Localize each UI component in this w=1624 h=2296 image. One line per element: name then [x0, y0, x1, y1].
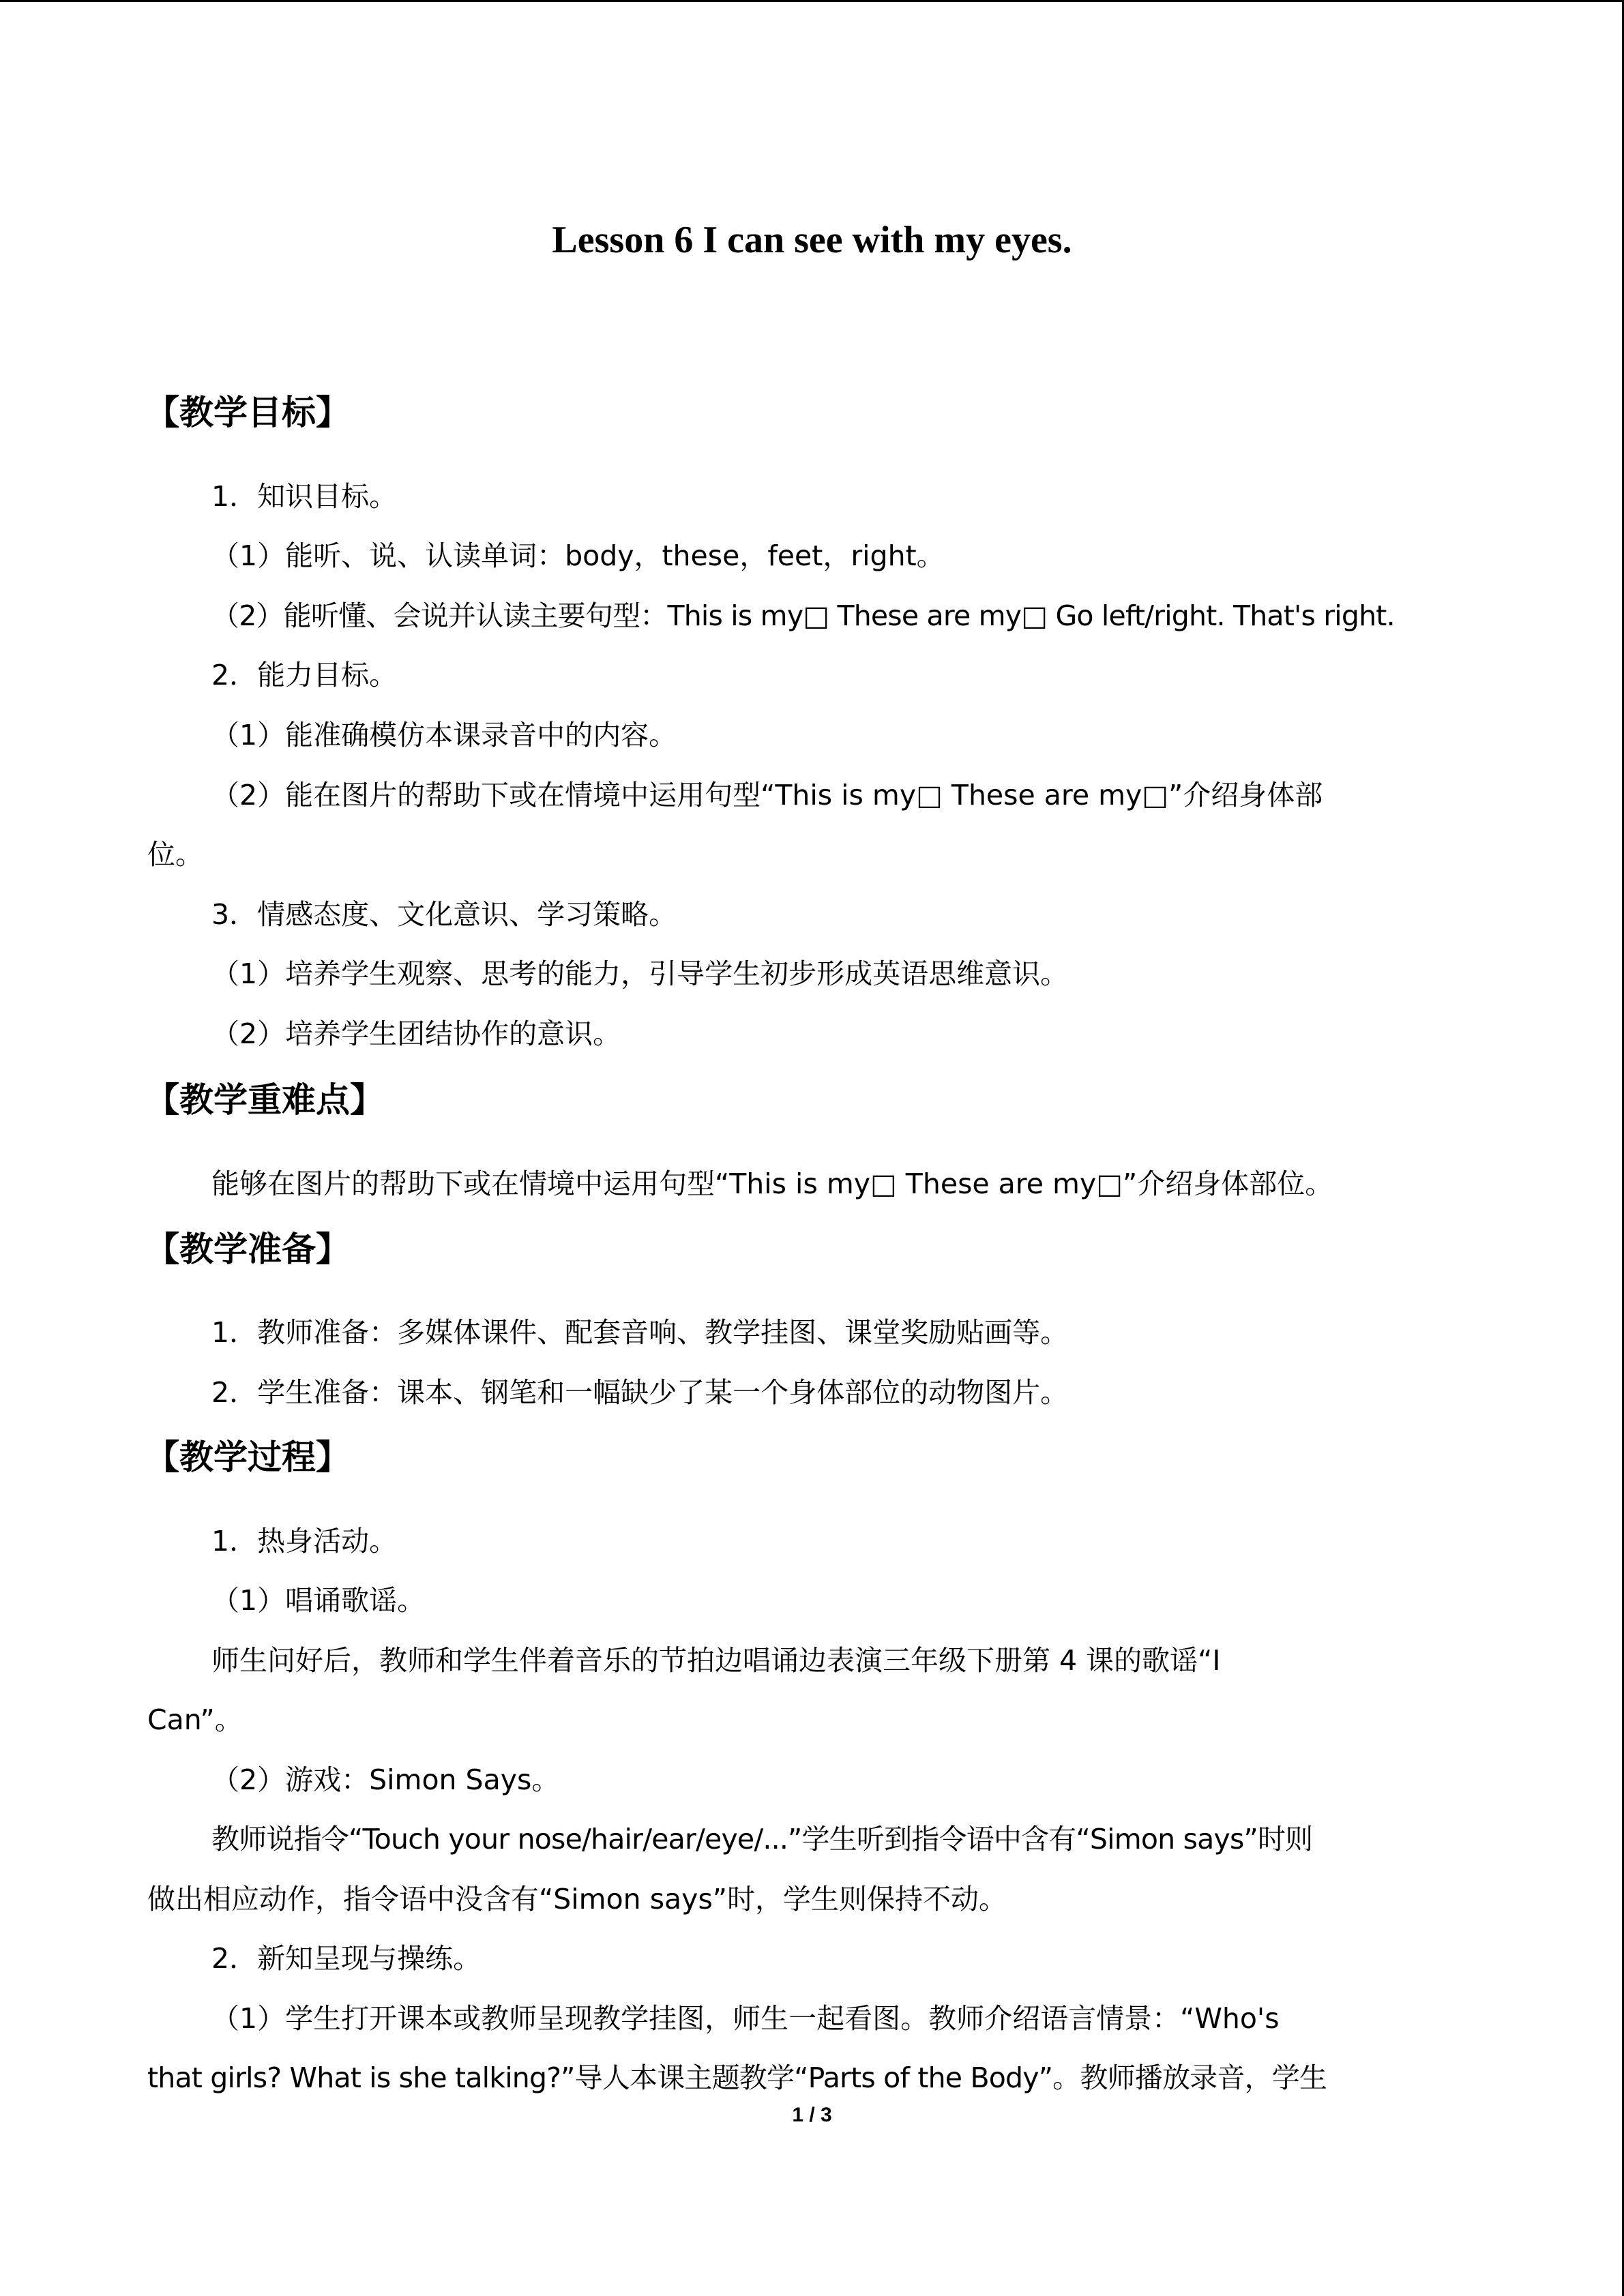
process-line-8: 2．新知呈现与操练。 — [211, 1942, 482, 1975]
lesson-title: Lesson 6 I can see with my eyes. — [552, 219, 1072, 261]
process-line-4: Can”。 — [147, 1703, 243, 1736]
process-line-6: 教师说指令“Touch your nose/hair/ear/eye/...”学生听到指令语中含有“Simon says”时则 — [211, 1823, 1313, 1855]
key-point-line-1: 能够在图片的帮助下或在情境中运用句型“This is my□ These are my□”介绍身体部位。 — [211, 1167, 1333, 1200]
heading-preparation: 【教学准备】 — [145, 1229, 350, 1269]
heading-key-points: 【教学重难点】 — [145, 1080, 384, 1120]
process-line-7: 做出相应动作，指令语中没含有“Simon says”时，学生则保持不动。 — [147, 1883, 1007, 1915]
preparation-line-1: 1．教师准备：多媒体课件、配套音响、教学挂图、课堂奖励贴画等。 — [211, 1316, 1069, 1349]
process-line-9: （1）学生打开课本或教师呈现教学挂图，师生一起看图。教师介绍语言情景：“Who's — [211, 2002, 1280, 2035]
process-line-5: （2）游戏：Simon Says。 — [211, 1763, 560, 1796]
objective-line-8: 3．情感态度、文化意识、学习策略。 — [211, 898, 677, 931]
objective-line-1: 1．知识目标。 — [211, 480, 398, 513]
objective-line-6: （2）能在图片的帮助下或在情境中运用句型“This is my□ These are my□”介绍身体部 — [211, 779, 1323, 811]
objective-line-4: 2．能力目标。 — [211, 659, 398, 691]
objective-line-10: （2）培养学生团结协作的意识。 — [211, 1017, 621, 1050]
objective-line-9: （1）培养学生观察、思考的能力，引导学生初步形成英语思维意识。 — [211, 957, 1069, 990]
page-number: 1 / 3 — [792, 2104, 832, 2126]
page-top-border — [0, 0, 1624, 2]
objective-line-2: （1）能听、说、认读单词：body，these，feet，right。 — [211, 539, 945, 572]
process-line-1: 1．热身活动。 — [211, 1525, 398, 1557]
preparation-line-2: 2．学生准备：课本、钢笔和一幅缺少了某一个身体部位的动物图片。 — [211, 1376, 1069, 1409]
objective-line-7: 位。 — [147, 838, 203, 871]
process-line-3: 师生问好后，教师和学生伴着音乐的节拍边唱诵边表演三年级下册第 4 课的歌谣“I — [211, 1644, 1221, 1677]
heading-objectives: 【教学目标】 — [145, 393, 350, 432]
objective-line-5: （1）能准确模仿本课录音中的内容。 — [211, 719, 677, 751]
process-line-10: that girls? What is she talking?”导人本课主题教学“Parts of the Body”。教师播放录音，学生 — [147, 2061, 1327, 2094]
heading-process: 【教学过程】 — [145, 1437, 350, 1477]
process-line-2: （1）唱诵歌谣。 — [211, 1584, 426, 1617]
objective-line-3: （2）能听懂、会说并认读主要句型：This is my□ These are my□ Go left/right. That's right. — [211, 599, 1395, 632]
